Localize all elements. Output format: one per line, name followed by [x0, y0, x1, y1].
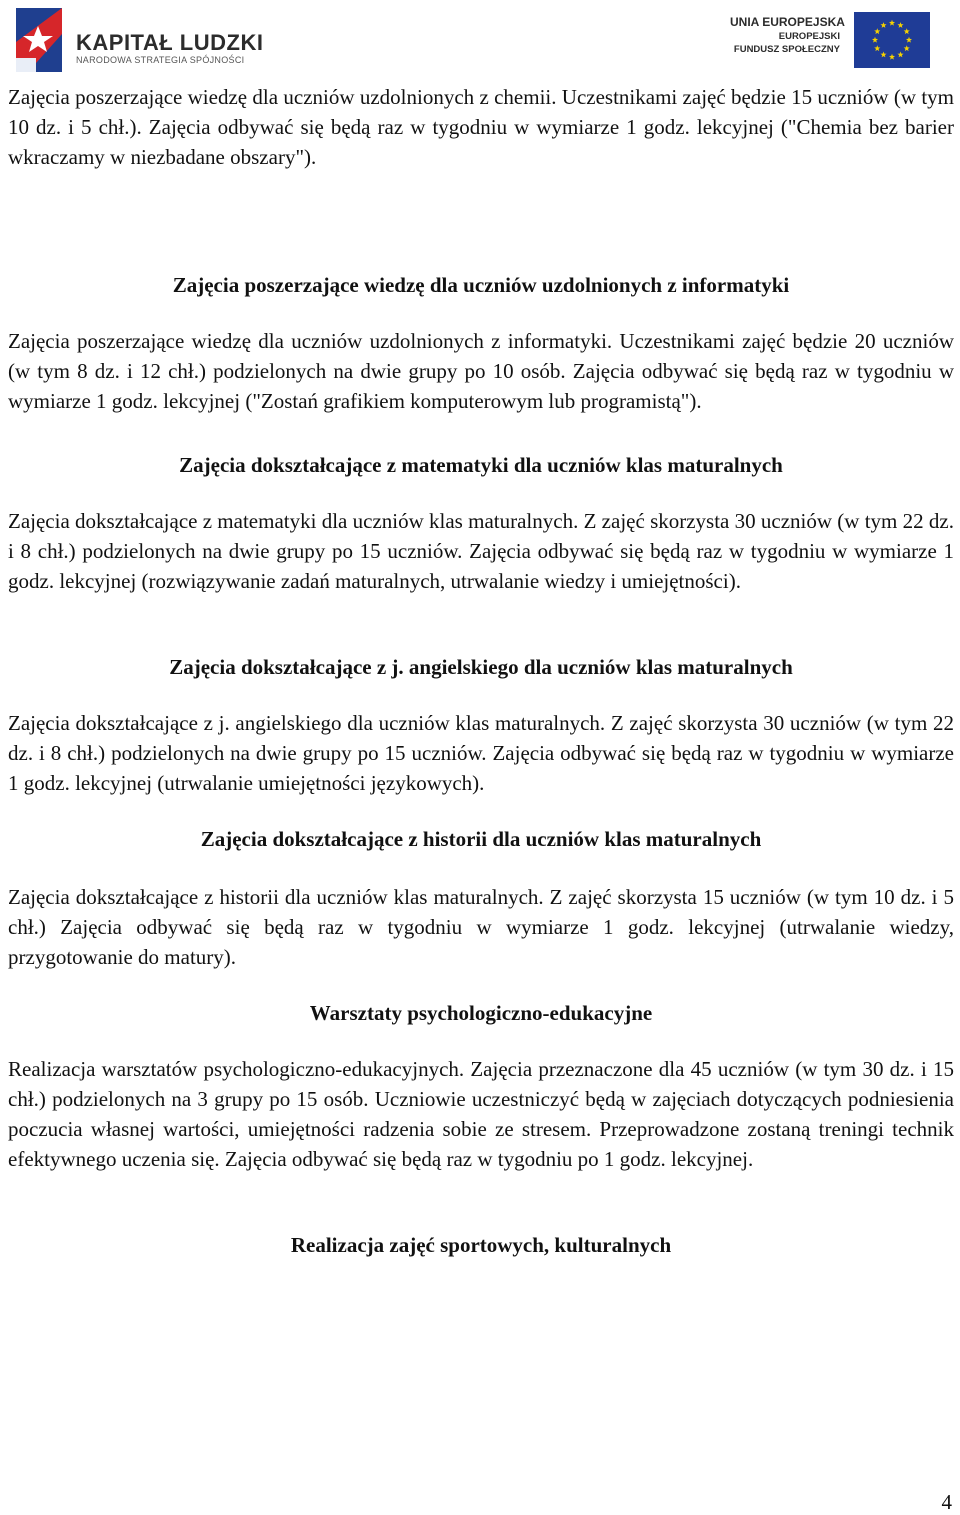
kapital-ludzki-emblem-icon — [10, 4, 70, 76]
section-4-text: Zajęcia dokształcające z j. angielskiego dla uczniów klas maturalnych. Z zajęć skorzysta 30 uczniów (w tym 22 dz. i 8 chł.) podzielonych na dwie grupy po 15 uczniów. Zajęcia odbywać się będą raz w tygodniu w wymiarze 1 godz. lekcyjnej (utrwalanie umiejętności językowych). — [8, 711, 954, 795]
eu-logo-line2: EUROPEJSKI — [778, 31, 840, 42]
section-5-heading: Zajęcia dokształcające z historii dla uczniów klas maturalnych — [200, 827, 762, 851]
section-3-heading: Zajęcia dokształcające z matematyki dla uczniów klas maturalnych — [179, 453, 783, 477]
kapital-ludzki-logo — [10, 4, 264, 76]
eu-logo-line1: UNIA EUROPEJSKA — [730, 15, 845, 29]
page-number: 4 — [941, 1490, 952, 1514]
eu-logo-line3: FUNDUSZ SPOŁECZNY — [733, 44, 840, 55]
section-2-heading: Zajęcia poszerzające wiedzę dla uczniów uzdolnionych z informatyki — [172, 273, 790, 297]
section-4-heading: Zajęcia dokształcające z j. angielskiego dla uczniów klas maturalnych — [169, 655, 793, 679]
document-body — [8, 82, 954, 1260]
eu-flag-icon — [854, 12, 930, 68]
page-header — [0, 0, 960, 80]
kapital-ludzki-title: KAPITAŁ LUDZKI — [76, 30, 264, 55]
kapital-ludzki-subtitle: NARODOWA STRATEGIA SPÓJNOŚCI — [76, 55, 245, 65]
section-6-text: Realizacja warsztatów psychologiczno-edukacyjnych. Zajęcia przeznaczone dla 45 uczniów (w tym 30 dz. i 15 chł.) podzielonych na 3 grupy po 15 osób. Uczniowie uczestniczyć będą w zajęciach dotyczących podniesienia poczucia własnej wartości, umiejętności radzenia sobie ze stresem. Przeprowadzone zostaną treningi technik efektywnego uczenia się. Zajęcia odbywać się będą raz w tygodniu po 1 godz. lekcyjnej. — [8, 1057, 954, 1171]
section-1-text: Zajęcia poszerzające wiedzę dla uczniów uzdolnionych z chemii. Uczestnikami zajęć będzie 15 uczniów (w tym 10 dz. i 5 chł.). Zajęcia odbywać się będą raz w tygodniu w wymiarze 1 godz. lekcyjnej ("Chemia bez barier wkraczamy w niezbadane obszary"). — [8, 85, 954, 169]
section-3-text: Zajęcia dokształcające z matematyki dla uczniów klas maturalnych. Z zajęć skorzysta 30 uczniów (w tym 22 dz. i 8 chł.) podzielonych na dwie grupy po 15 uczniów. Zajęcia odbywać się będą raz w tygodniu w wymiarze 1 godz. lekcyjnej (rozwiązywanie zadań maturalnych, utrwalanie wiedzy i umiejętności). — [8, 509, 954, 593]
eu-logo-text — [730, 14, 845, 56]
eu-logo — [730, 14, 930, 74]
section-5-text: Zajęcia dokształcające z historii dla uczniów klas maturalnych. Z zajęć skorzysta 15 uczniów (w tym 10 dz. i 5 chł.) Zajęcia odbywać się będą raz w tygodniu w wymiarze 1 godz. lekcyjnej (utrwalanie wiedzy, przygotowanie do matury). — [8, 885, 954, 969]
section-2-text: Zajęcia poszerzające wiedzę dla uczniów uzdolnionych z informatyki. Uczestnikami zajęć będzie 20 uczniów (w tym 8 dz. i 12 chł.) podzielonych na dwie grupy po 10 osób. Zajęcia odbywać się będą raz w tygodniu w wymiarze 1 godz. lekcyjnej ("Zostań grafikiem komputerowym lub programistą"). — [8, 329, 954, 413]
section-7-heading: Realizacja zajęć sportowych, kulturalnych — [290, 1233, 672, 1257]
section-6-heading: Warsztaty psychologiczno-edukacyjne — [309, 1001, 653, 1025]
